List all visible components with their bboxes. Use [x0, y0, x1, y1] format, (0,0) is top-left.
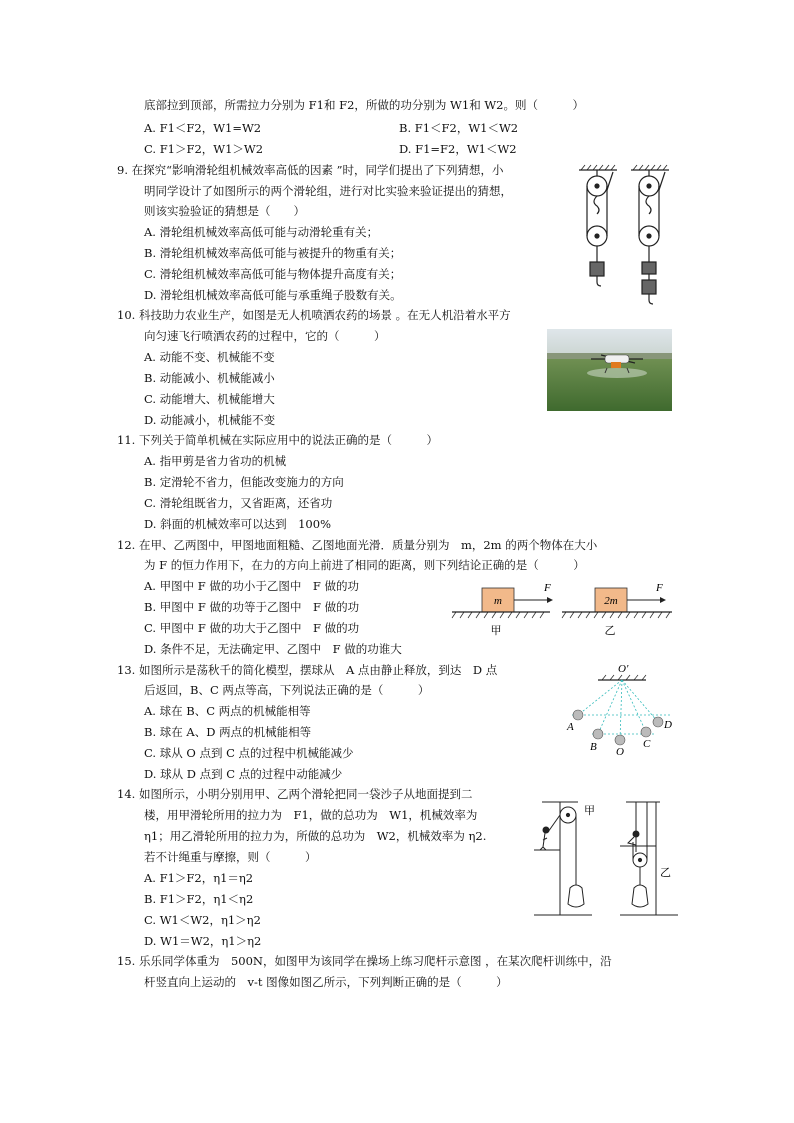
- label-2m: 2m: [604, 595, 618, 607]
- q11-option-c[interactable]: C. 滑轮组既省力，又省距离，还省功: [144, 496, 333, 510]
- q14-option-b[interactable]: B. F1＞F2，η1＜η2: [144, 892, 254, 906]
- point-c-label: C: [643, 738, 651, 750]
- q13-option-d[interactable]: D. 球从 D 点到 C 点的过程中动能减少: [144, 767, 343, 781]
- caption-jia: 甲: [490, 625, 502, 637]
- label-f-1: F: [544, 582, 551, 594]
- pendulum-figure: [562, 660, 678, 758]
- q13-option-a[interactable]: A. 球在 B、C 两点的机械能相等: [144, 704, 311, 718]
- q13-option-b[interactable]: B. 球在 A、D 两点的机械能相等: [144, 725, 312, 739]
- q8-option-c[interactable]: C. F1＞F2，W1＞W2: [144, 142, 264, 156]
- q9-option-a[interactable]: A. 滑轮组机械效率高低可能与动滑轮重有关；: [144, 225, 379, 239]
- q15-stem-2: 杆竖直向上运动的 v-t 图像如图乙所示，下列判断正确的是（ ）: [144, 975, 508, 989]
- pulley-systems-figure: [575, 162, 675, 310]
- two-pulleys-figure: [530, 790, 680, 920]
- q12-option-c[interactable]: C. 甲图中 F 做的功大于乙图中 F 做的功: [144, 621, 360, 635]
- q8-option-a[interactable]: A. F1＜F2，W1=W2: [144, 121, 262, 135]
- q12-stem-1: 12. 在甲、乙两图中，甲图地面粗糙、乙图地面光滑．质量分别为 m，2m 的两个物体在大小: [117, 538, 598, 552]
- q15-stem-1: 15. 乐乐同学体重为 500N，如图甲为该同学在操场上练习爬杆示意图 ，在某次爬杆训练中，沿: [117, 954, 612, 968]
- q11-option-d[interactable]: D. 斜面的机械效率可以达到 100%: [144, 517, 331, 531]
- q8-option-b[interactable]: B. F1＜F2，W1＜W2: [399, 121, 519, 135]
- q14-stem-4: 若不计绳重与摩擦，则（ ）: [144, 850, 317, 864]
- q10-option-d[interactable]: D. 动能减小，机械能不变: [144, 413, 276, 427]
- label-m: m: [494, 595, 502, 607]
- q9-option-b[interactable]: B. 滑轮组机械效率高低可能与被提升的物重有关；: [144, 246, 402, 260]
- q10-stem-1: 10. 科技助力农业生产，如图是无人机喷洒农药的场景 。在无人机沿着水平方: [117, 308, 511, 322]
- q11-stem: 11. 下列关于简单机械在实际应用中的说法正确的是（ ）: [117, 433, 438, 447]
- caption-yi: 乙: [604, 625, 616, 637]
- pivot-label: O': [618, 663, 629, 675]
- label-yi: 乙: [660, 867, 671, 879]
- q14-stem-2: 楼，用甲滑轮所用的拉力为 F1，做的总功为 W1，机械效率为: [144, 808, 478, 822]
- q12-option-d[interactable]: D. 条件不足，无法确定甲、乙图中 F 做的功谁大: [144, 642, 402, 656]
- q9-stem-3: 则该实验验证的猜想是（ ）: [144, 204, 305, 218]
- q9-stem-2: 明同学设计了如图所示的两个滑轮组，进行对比实验来验证提出的猜想，: [144, 184, 512, 198]
- q10-option-a[interactable]: A. 动能不变、机械能不变: [144, 350, 275, 364]
- q14-option-d[interactable]: D. W1＝W2，η1＞η2: [144, 934, 262, 948]
- drone-spraying-photo: [547, 329, 672, 411]
- label-jia: 甲: [584, 805, 595, 817]
- q9-option-c[interactable]: C. 滑轮组机械效率高低可能与物体提升高度有关；: [144, 267, 402, 281]
- q12-stem-2: 为 F 的恒力作用下，在力的方向上前进了相同的距离，则下列结论正确的是（ ）: [144, 558, 585, 572]
- q12-option-b[interactable]: B. 甲图中 F 做的功等于乙图中 F 做的功: [144, 600, 360, 614]
- q11-option-b[interactable]: B. 定滑轮不省力，但能改变施力的方向: [144, 475, 344, 489]
- block-force-figure: [450, 578, 675, 640]
- q8-option-d[interactable]: D. F1=F2，W1＜W2: [399, 142, 517, 156]
- q10-stem-2: 向匀速飞行喷洒农药的过程中，它的（ ）: [144, 329, 386, 343]
- label-f-2: F: [656, 582, 663, 594]
- q13-stem-2: 后返回，B、C 两点等高，下列说法正确的是（ ）: [144, 683, 430, 697]
- q13-stem-1: 13. 如图所示是荡秋千的简化模型，摆球从 A 点由静止释放，到达 D 点: [117, 663, 498, 677]
- q8-text: 底部拉到顶部，所需拉力分别为 F1和 F2，所做的功分别为 W1和 W2。则（ ）: [144, 98, 584, 112]
- point-b-label: B: [590, 741, 597, 753]
- q12-option-a[interactable]: A. 甲图中 F 做的功小于乙图中 F 做的功: [144, 579, 360, 593]
- q11-option-a[interactable]: A. 指甲剪是省力省功的机械: [144, 454, 287, 468]
- point-a-label: A: [567, 721, 574, 733]
- point-d-label: D: [664, 719, 672, 731]
- point-o-label: O: [616, 746, 624, 758]
- q14-stem-3: η1；用乙滑轮所用的拉力为，所做的总功为 W2，机械效率为 η2.: [144, 829, 487, 843]
- q10-option-b[interactable]: B. 动能减小、机械能减小: [144, 371, 275, 385]
- q10-option-c[interactable]: C. 动能增大、机械能增大: [144, 392, 275, 406]
- q9-stem-1: 9. 在探究“影响滑轮组机械效率高低的因素 ”时，同学们提出了下列猜想，小: [117, 163, 504, 177]
- q14-stem-1: 14. 如图所示，小明分别用甲、乙两个滑轮把同一袋沙子从地面提到二: [117, 787, 473, 801]
- q13-option-c[interactable]: C. 球从 O 点到 C 点的过程中机械能减少: [144, 746, 354, 760]
- q14-option-a[interactable]: A. F1＞F2，η1＝η2: [144, 871, 254, 885]
- q14-option-c[interactable]: C. W1＜W2，η1＞η2: [144, 913, 261, 927]
- q9-option-d[interactable]: D. 滑轮组机械效率高低可能与承重绳子股数有关。: [144, 288, 402, 302]
